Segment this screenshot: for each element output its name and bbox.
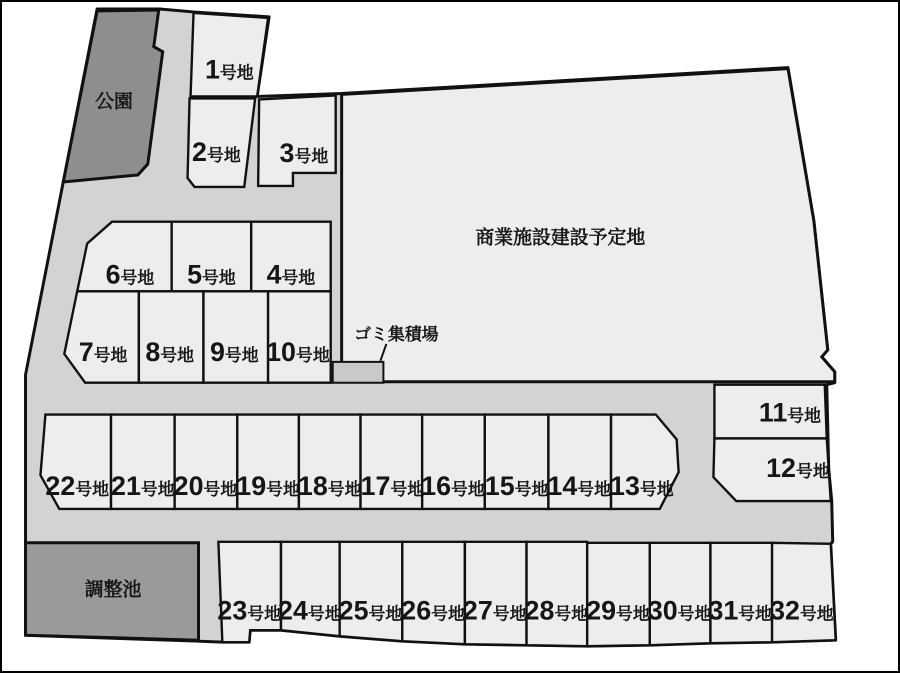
lot-4-label: 4号地	[266, 259, 316, 290]
lot-30-label: 30号地	[647, 595, 712, 626]
lot-31-label: 31号地	[708, 595, 773, 626]
lot-7	[64, 291, 139, 382]
lot-7-label: 7号地	[78, 336, 128, 367]
lot-14-label: 14号地	[547, 471, 612, 502]
pond-label: 調整池	[84, 579, 142, 601]
lot-30	[647, 543, 712, 645]
lot-21-label: 21号地	[111, 471, 175, 502]
lot-5-label: 5号地	[187, 259, 236, 290]
lot-11-label: 11号地	[758, 397, 822, 428]
lot-27	[462, 542, 527, 645]
lot-28	[524, 542, 589, 646]
lot-16-label: 16号地	[421, 471, 485, 502]
lot-23	[218, 542, 281, 642]
lot-25-label: 25号地	[338, 595, 403, 626]
lot-17-label: 17号地	[360, 471, 425, 502]
park-label: 公園	[95, 91, 133, 113]
lot-13-label: 13号地	[610, 471, 674, 502]
lot-27-label: 27号地	[462, 595, 527, 626]
lot-2-label: 2号地	[192, 137, 241, 168]
lot-22-label: 22号地	[45, 471, 110, 502]
lot-10-label: 10号地	[266, 336, 330, 367]
lot-24-label: 24号地	[278, 595, 342, 626]
garbage-label: ゴミ集積場	[354, 324, 439, 344]
commercial-label: 商業施設建設予定地	[475, 227, 646, 249]
lot-19-label: 19号地	[236, 471, 300, 502]
lot-31	[710, 543, 772, 643]
lot-9-label: 9号地	[209, 336, 259, 367]
lot-15-label: 15号地	[484, 471, 549, 502]
lot-28-label: 28号地	[524, 595, 589, 626]
lot-18-label: 18号地	[297, 471, 362, 502]
garbage-area	[333, 362, 384, 383]
lot-26	[402, 542, 465, 644]
lot-1-label: 1号地	[204, 54, 254, 85]
lot-8-label: 8号地	[145, 336, 195, 367]
lot-3	[258, 95, 336, 185]
lot-20-label: 20号地	[173, 471, 238, 502]
lot-26-label: 26号地	[401, 595, 465, 626]
lot-25	[340, 542, 403, 641]
lot-12-label: 12号地	[766, 453, 830, 484]
lot-23-label: 23号地	[217, 595, 282, 626]
lot-3-label: 3号地	[279, 138, 329, 169]
lot-29-label: 29号地	[586, 595, 650, 626]
lot-32	[772, 543, 836, 642]
lot-6-label: 6号地	[105, 259, 155, 290]
lot-1	[191, 13, 269, 97]
site-plan-svg	[2, 2, 898, 671]
lot-32-label: 32号地	[770, 595, 834, 626]
